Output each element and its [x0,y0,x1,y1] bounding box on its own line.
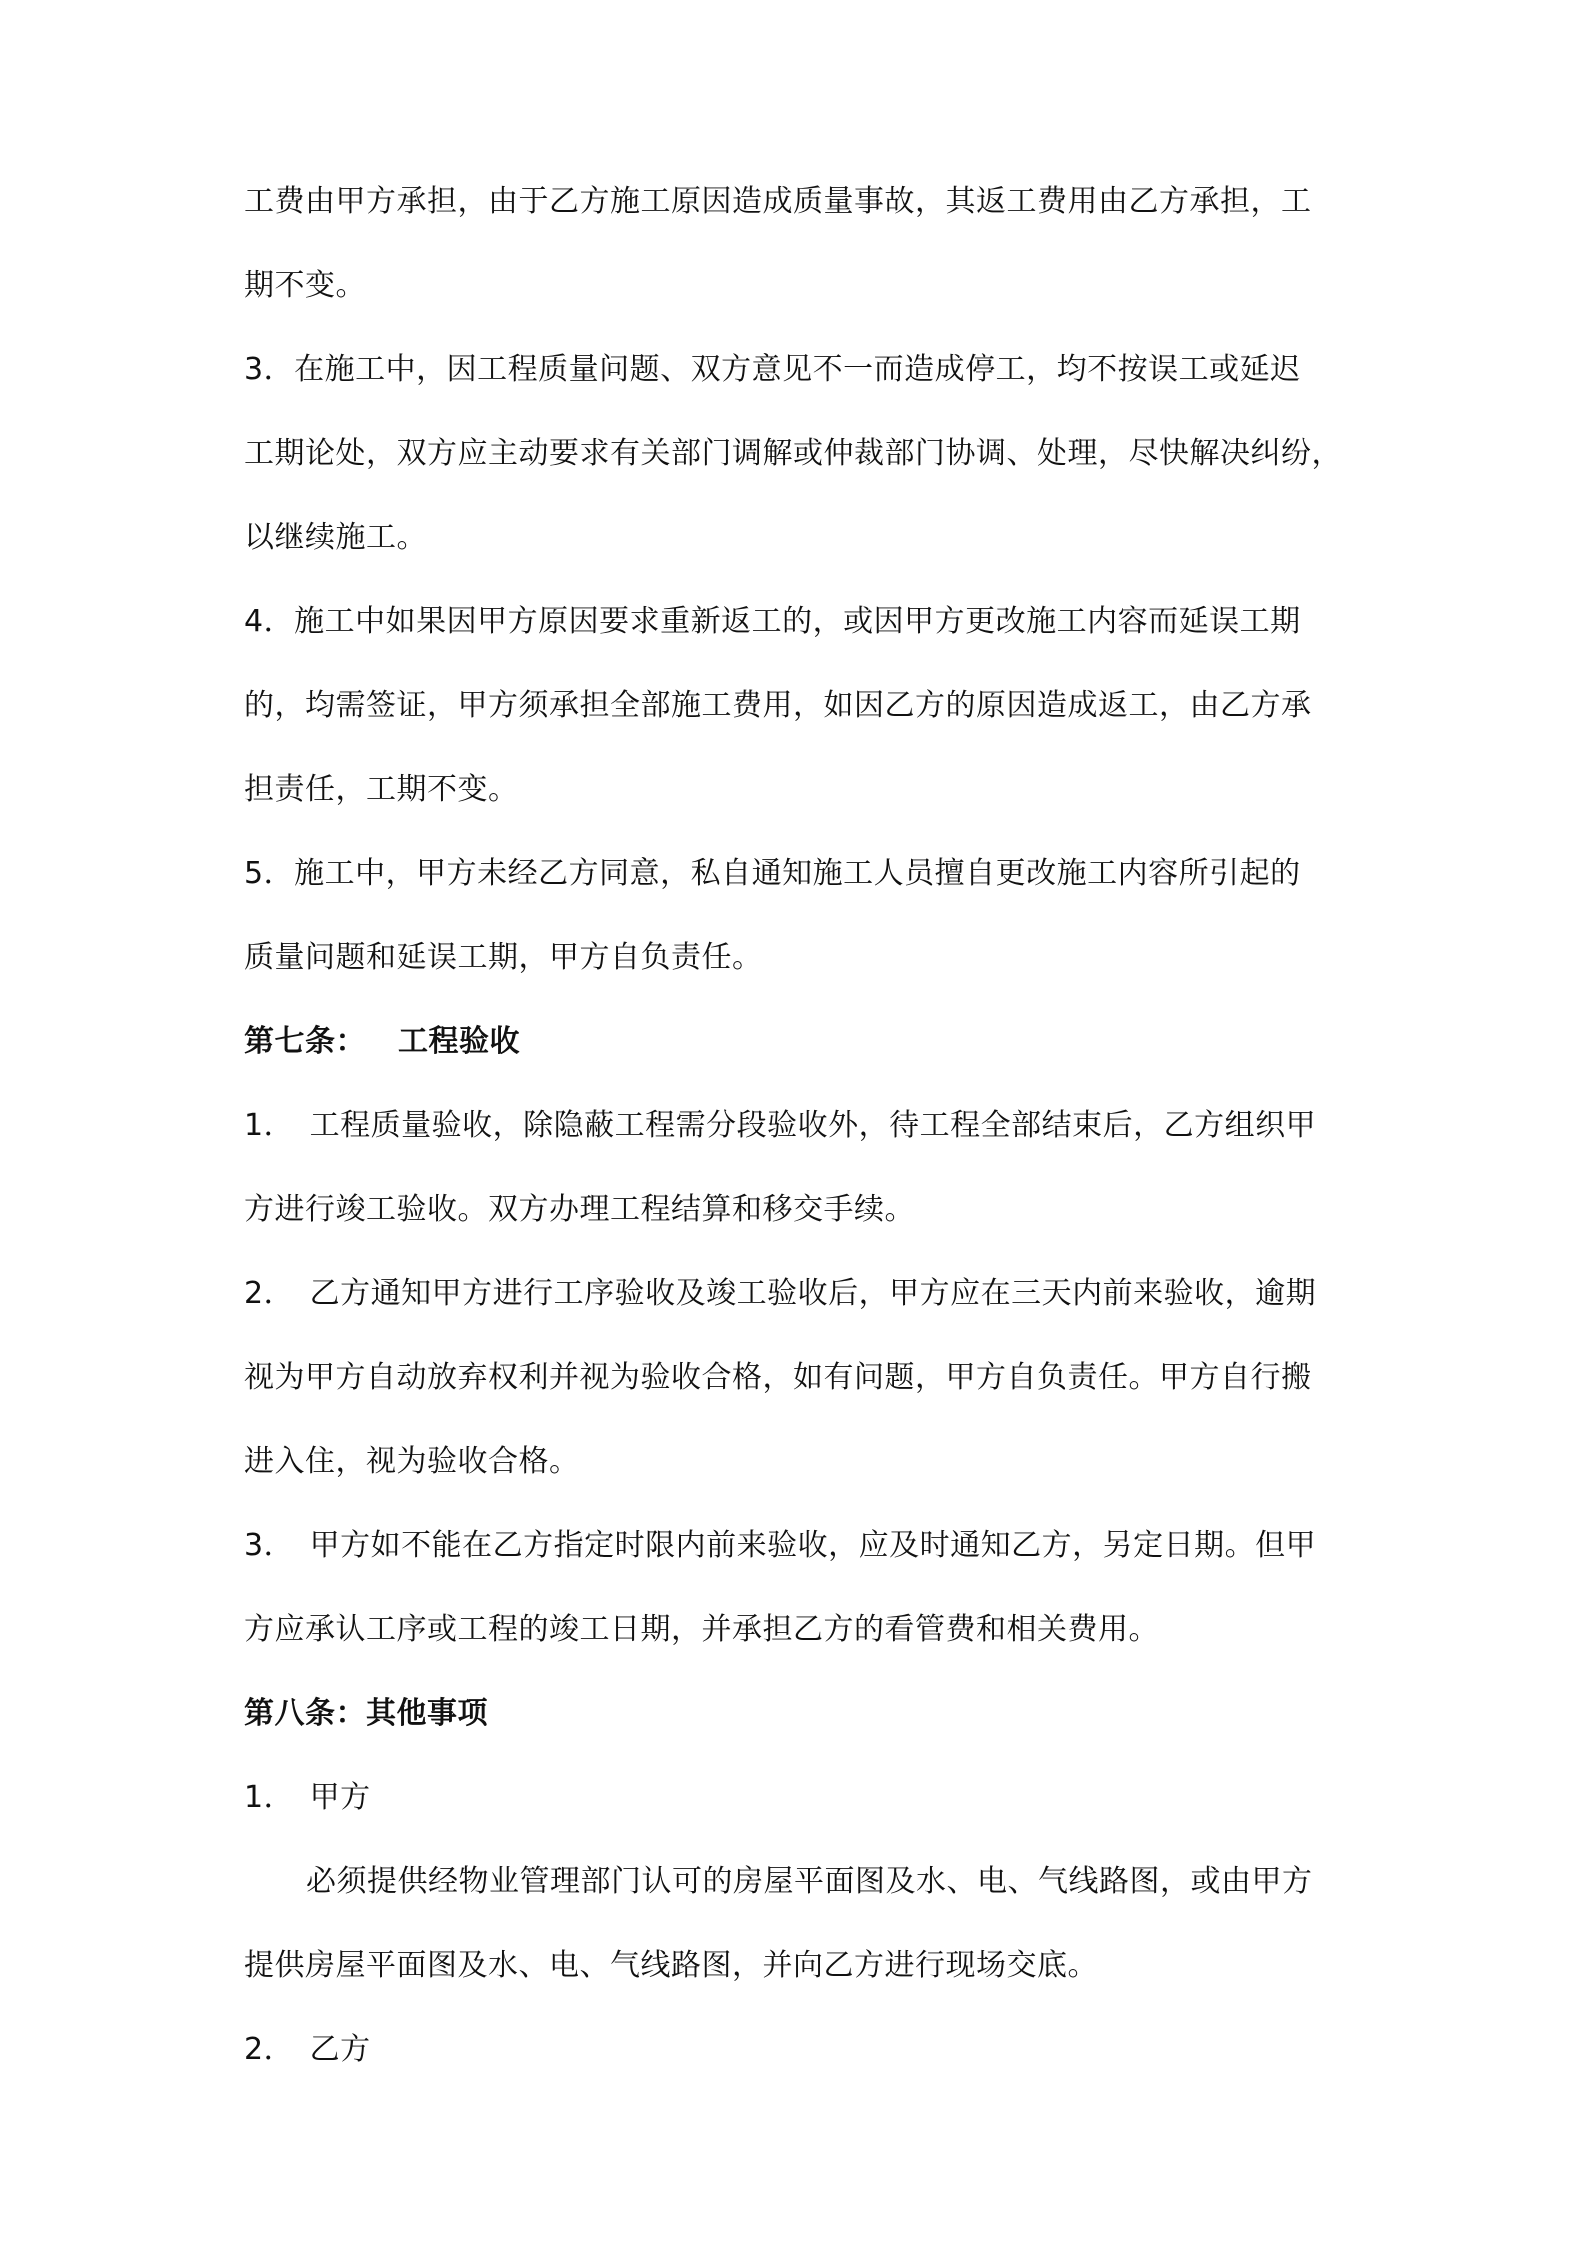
text-line: 工期论处，双方应主动要求有关部门调解或仲裁部门协调、处理，尽快解决纠纷， [244,436,1342,471]
text-line: 3． 甲方如不能在乙方指定时限内前来验收，应及时通知乙方，另定日期。但甲 [244,1528,1317,1563]
text-line: 1． 工程质量验收，除隐蔽工程需分段验收外，待工程全部结束后，乙方组织甲 [244,1108,1317,1143]
text-line: 以继续施工。 [244,520,427,555]
text-line: 4．施工中如果因甲方原因要求重新返工的，或因甲方更改施工内容而延误工期 [244,604,1301,639]
text-line: 期不变。 [244,268,366,303]
text-line: 进入住，视为验收合格。 [244,1444,580,1479]
text-line: 2． 乙方通知甲方进行工序验收及竣工验收后，甲方应在三天内前来验收，逾期 [244,1276,1317,1311]
text-line: 质量问题和延误工期，甲方自负责任。 [244,940,763,975]
text-line: 视为甲方自动放弃权利并视为验收合格，如有问题，甲方自负责任。甲方自行搬 [244,1360,1312,1395]
text-line: 2． 乙方 [244,2032,371,2067]
article-8-heading: 第八条：其他事项 [244,1696,488,1731]
article-6-continuation [244,160,1352,1000]
text-line: 3．在施工中，因工程质量问题、双方意见不一而造成停工，均不按误工或延迟 [244,352,1301,387]
article-7-title: 工程验收 [398,1024,520,1059]
text-line: 方进行竣工验收。双方办理工程结算和移交手续。 [244,1192,915,1227]
text-line: 方应承认工序或工程的竣工日期，并承担乙方的看管费和相关费用。 [244,1612,1159,1647]
text-line: 1． 甲方 [244,1780,371,1815]
text-line: 工费由甲方承担，由于乙方施工原因造成质量事故，其返工费用由乙方承担，工 [244,184,1312,219]
text-line: 必须提供经物业管理部门认可的房屋平面图及水、电、气线路图，或由甲方 [306,1864,1313,1899]
document-page [244,160,1352,2092]
text-line: 提供房屋平面图及水、电、气线路图，并向乙方进行现场交底。 [244,1948,1098,1983]
article-8-body [244,1756,1352,2092]
article-7-heading [244,1000,1352,1084]
text-line: 担责任，工期不变。 [244,772,519,807]
article-7-number: 第七条： [244,1024,366,1059]
text-line: 5．施工中，甲方未经乙方同意，私自通知施工人员擅自更改施工内容所引起的 [244,856,1301,891]
article-7-body [244,1084,1352,1672]
text-line: 的，均需签证，甲方须承担全部施工费用，如因乙方的原因造成返工，由乙方承 [244,688,1312,723]
